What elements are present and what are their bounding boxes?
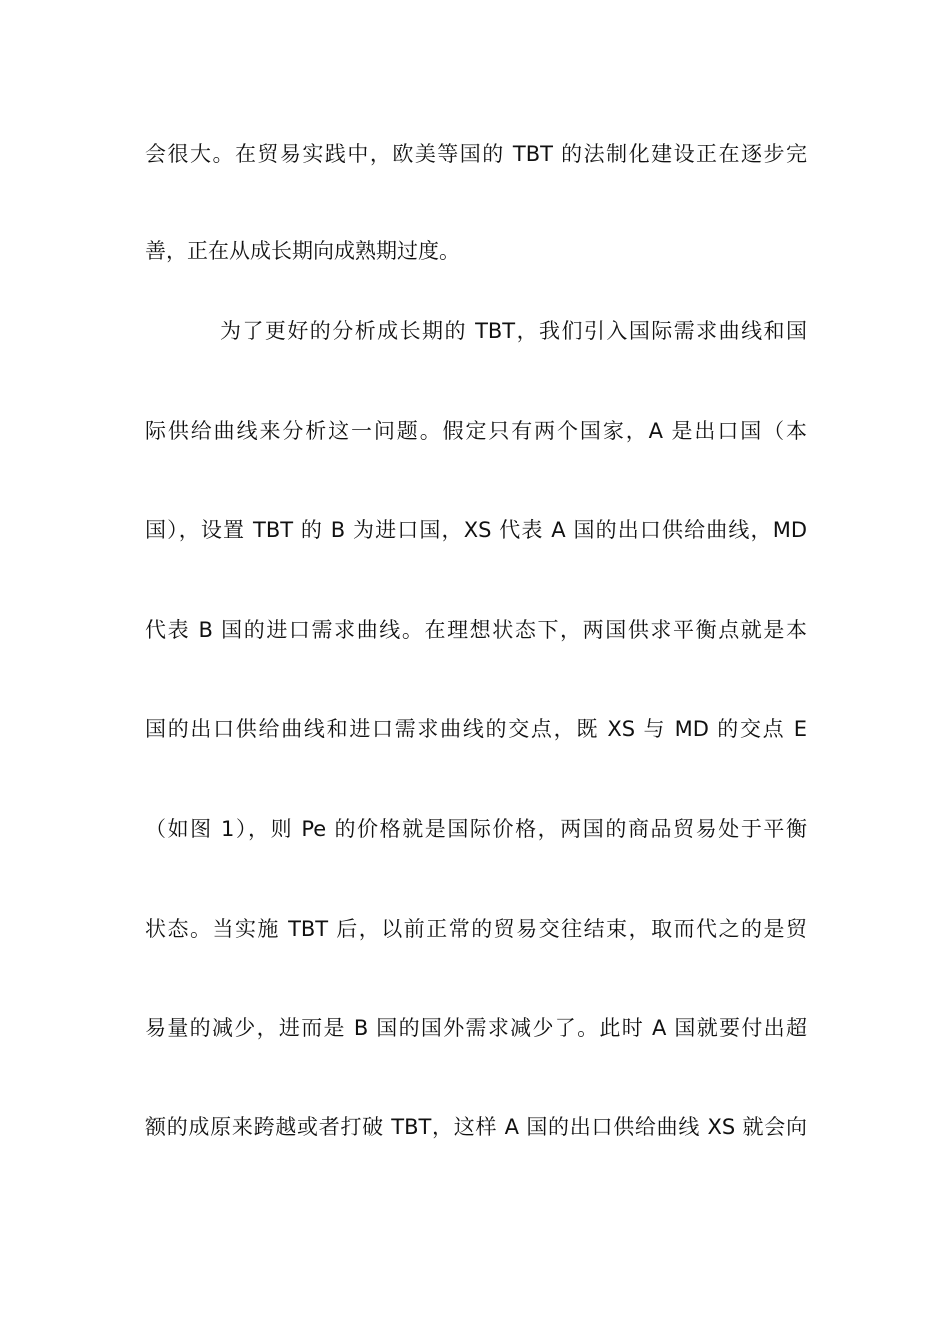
paragraph-line-8: （如图 1），则 Pe 的价格就是国际价格，两国的商品贸易处于平衡 xyxy=(145,817,807,841)
paragraph-line-9: 状态。当实施 TBT 后，以前正常的贸易交往结束，取而代之的是贸 xyxy=(145,917,807,941)
paragraph-line-4: 际供给曲线来分析这一问题。假定只有两个国家，A 是出口国（本 xyxy=(145,419,807,443)
paragraph-line-11: 额的成原来跨越或者打破 TBT，这样 A 国的出口供给曲线 XS 就会向 xyxy=(145,1115,807,1139)
paragraph-line-7: 国的出口供给曲线和进口需求曲线的交点，既 XS 与 MD 的交点 E xyxy=(145,717,807,741)
paragraph-line-3: 为了更好的分析成长期的 TBT，我们引入国际需求曲线和国 xyxy=(220,319,807,343)
paragraph-line-6: 代表 B 国的进口需求曲线。在理想状态下，两国供求平衡点就是本 xyxy=(145,618,807,642)
paragraph-line-5: 国），设置 TBT 的 B 为进口国，XS 代表 A 国的出口供给曲线，MD xyxy=(145,518,807,542)
paragraph-line-10: 易量的减少，进而是 B 国的国外需求减少了。此时 A 国就要付出超 xyxy=(145,1016,807,1040)
paragraph-line-1: 会很大。在贸易实践中，欧美等国的 TBT 的法制化建设正在逐步完 xyxy=(145,142,807,166)
paragraph-line-2: 善，正在从成长期向成熟期过度。 xyxy=(145,239,460,263)
